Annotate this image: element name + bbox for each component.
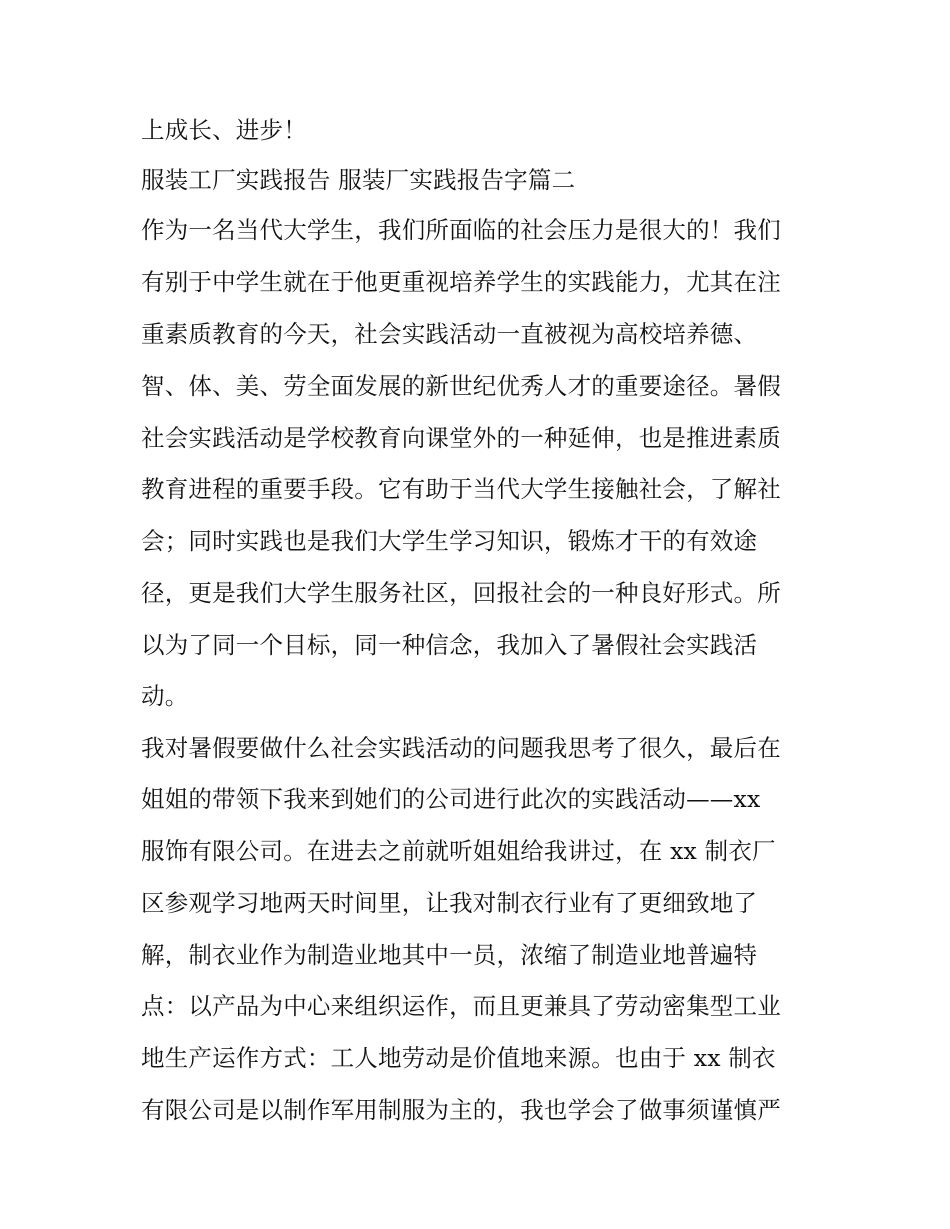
text-line: 我对暑假要做什么社会实践活动的问题我思考了很久，最后在 <box>141 734 781 762</box>
text-line: 地生产运作方式：工人地劳动是价值地来源。也由于 xx 制衣 <box>141 1044 776 1072</box>
text-line: 区参观学习地两天时间里，让我对制衣行业有了更细致地了 <box>141 889 758 917</box>
text-line: 径，更是我们大学生服务社区，回报社会的一种良好形式。所 <box>141 579 781 607</box>
section-heading: 服装工厂实践报告 服装厂实践报告字篇二 <box>141 166 576 194</box>
text-line: 点：以产品为中心来组织运作，而且更兼具了劳动密集型工业 <box>141 992 781 1020</box>
text-line: 有别于中学生就在于他更重视培养学生的实践能力，尤其在注 <box>141 268 781 296</box>
text-line: 智、体、美、劳全面发展的新世纪优秀人才的重要途径。暑假 <box>141 372 781 400</box>
text-line: 动。 <box>141 682 189 710</box>
text-line: 解，制衣业作为制造业地其中一员，浓缩了制造业地普遍特 <box>141 941 758 969</box>
text-line: 有限公司是以制作军用制服为主的，我也学会了做事须谨慎严 <box>141 1096 781 1124</box>
text-line: 作为一名当代大学生，我们所面临的社会压力是很大的！我们 <box>141 216 781 244</box>
text-line: 服饰有限公司。在进去之前就听姐姐给我讲过，在 xx 制衣厂 <box>141 837 776 865</box>
text-line: 以为了同一个目标，同一种信念，我加入了暑假社会实践活 <box>141 631 758 659</box>
text-line: 重素质教育的今天，社会实践活动一直被视为高校培养德、 <box>141 320 758 348</box>
text-line: 会；同时实践也是我们大学生学习知识，锻炼才干的有效途 <box>141 527 758 555</box>
text-line: 上成长、进步！ <box>141 116 307 144</box>
text-line: 姐姐的带领下我来到她们的公司进行此次的实践活动——xx <box>141 785 761 813</box>
text-line: 教育进程的重要手段。它有助于当代大学生接触社会，了解社 <box>141 475 781 503</box>
text-line: 社会实践活动是学校教育向课堂外的一种延伸，也是推进素质 <box>141 424 781 452</box>
